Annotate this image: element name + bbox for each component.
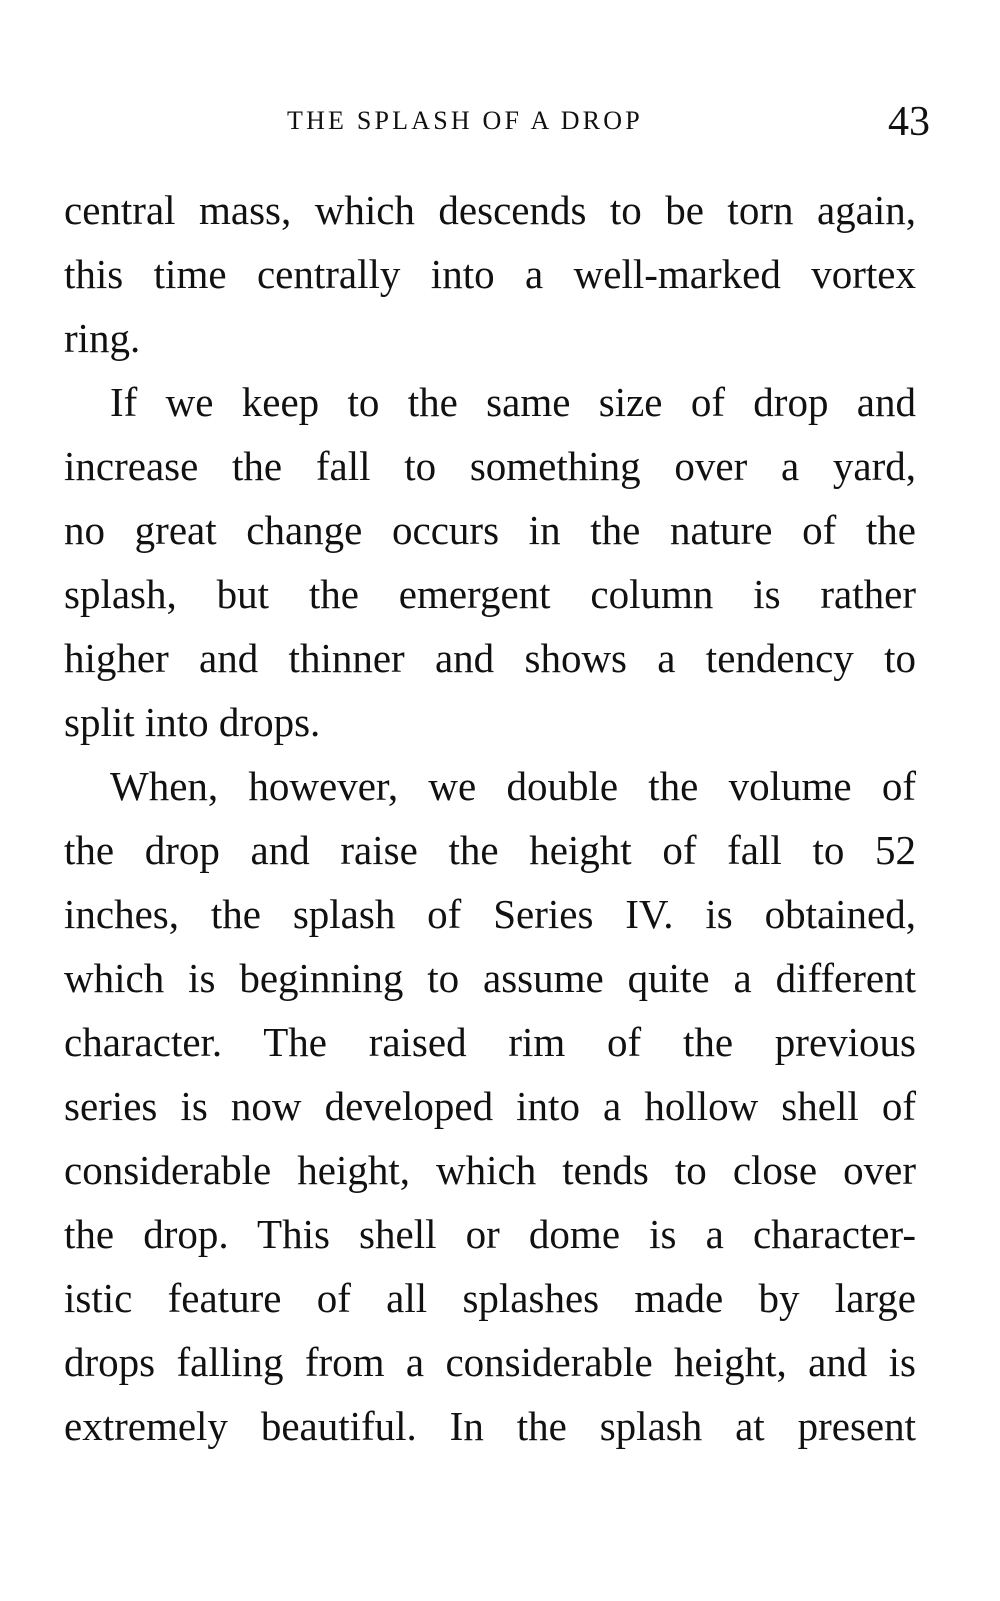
text-line: inches, the splash of Series IV. is obtained,	[64, 891, 916, 937]
text-line: split into drops.	[64, 699, 321, 745]
text-line: drops falling from a considerable height, and is	[64, 1339, 916, 1385]
text-line: If we keep to the same size of drop and	[110, 379, 916, 425]
page-number: 43	[888, 99, 930, 145]
text-line: which is beginning to assume quite a different	[64, 955, 916, 1001]
text-line: ring.	[64, 315, 141, 361]
text-line: When, however, we double the volume of	[110, 763, 916, 809]
text-line: higher and thinner and shows a tendency to	[64, 635, 916, 681]
text-line: the drop and raise the height of fall to 52	[64, 827, 916, 873]
text-line: extremely beautiful. In the splash at present	[64, 1403, 916, 1449]
text-line: istic feature of all splashes made by large	[64, 1275, 916, 1321]
text-line: series is now developed into a hollow shell of	[64, 1083, 916, 1129]
text-line: the drop. This shell or dome is a character-	[64, 1211, 916, 1257]
text-line: splash, but the emergent column is rather	[64, 571, 916, 617]
text-line: central mass, which descends to be torn again,	[64, 187, 916, 233]
text-line: considerable height, which tends to close over	[64, 1147, 916, 1193]
text-line: this time centrally into a well-marked vortex	[64, 251, 916, 297]
text-line: no great change occurs in the nature of the	[64, 507, 916, 553]
text-line: increase the fall to something over a yard,	[64, 443, 916, 489]
text-line: character. The raised rim of the previous	[64, 1019, 916, 1065]
running-head	[60, 99, 940, 145]
running-title: THE SPLASH OF A DROP	[287, 106, 643, 135]
